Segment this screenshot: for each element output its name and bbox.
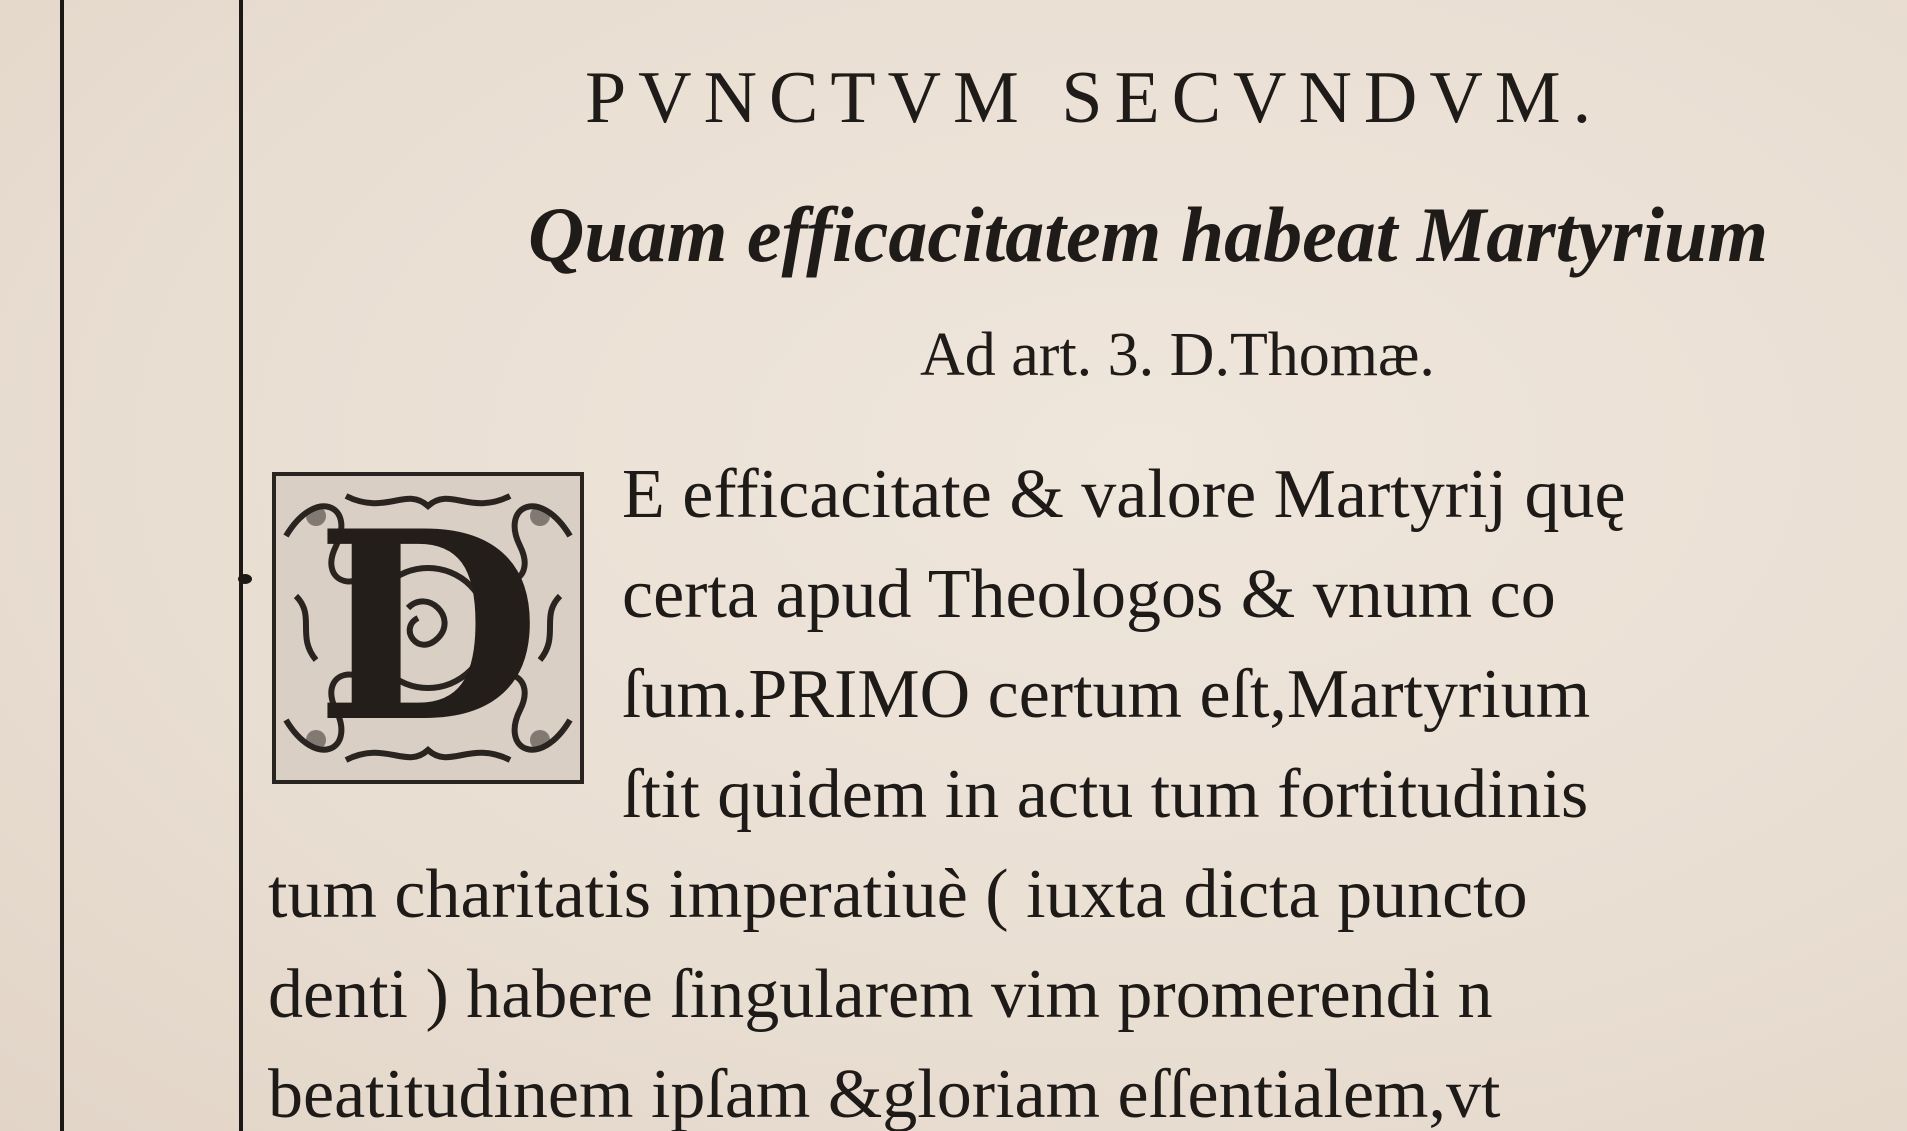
article-reference: Ad art. 3. D.Thomæ. xyxy=(920,321,1435,389)
text-line: tum charitatis imperatiuè ( iuxta dicta puncto xyxy=(268,856,1528,933)
text-line: certa apud Theologos & vnum co xyxy=(622,556,1556,633)
drop-cap-letter: D xyxy=(315,475,541,780)
text-line: ſum.PRIMO certum eſt,Martyrium xyxy=(622,656,1591,733)
text-line: ſtit quidem in actu tum fortitudinis xyxy=(622,756,1589,833)
section-heading: PVNCTVM SECVNDVM. xyxy=(585,57,1604,139)
text-line: beatitudinem ipſam &gloriam eſſentialem,vt xyxy=(268,1056,1501,1131)
section-subheading: Quam efficacitatem habeat Martyrium xyxy=(528,191,1769,278)
text-line: denti ) habere ſingularem vim promerendi n xyxy=(268,956,1493,1033)
text-line: E efficacitate & valore Martyrij quę xyxy=(622,456,1626,533)
decorated-initial xyxy=(272,472,584,784)
